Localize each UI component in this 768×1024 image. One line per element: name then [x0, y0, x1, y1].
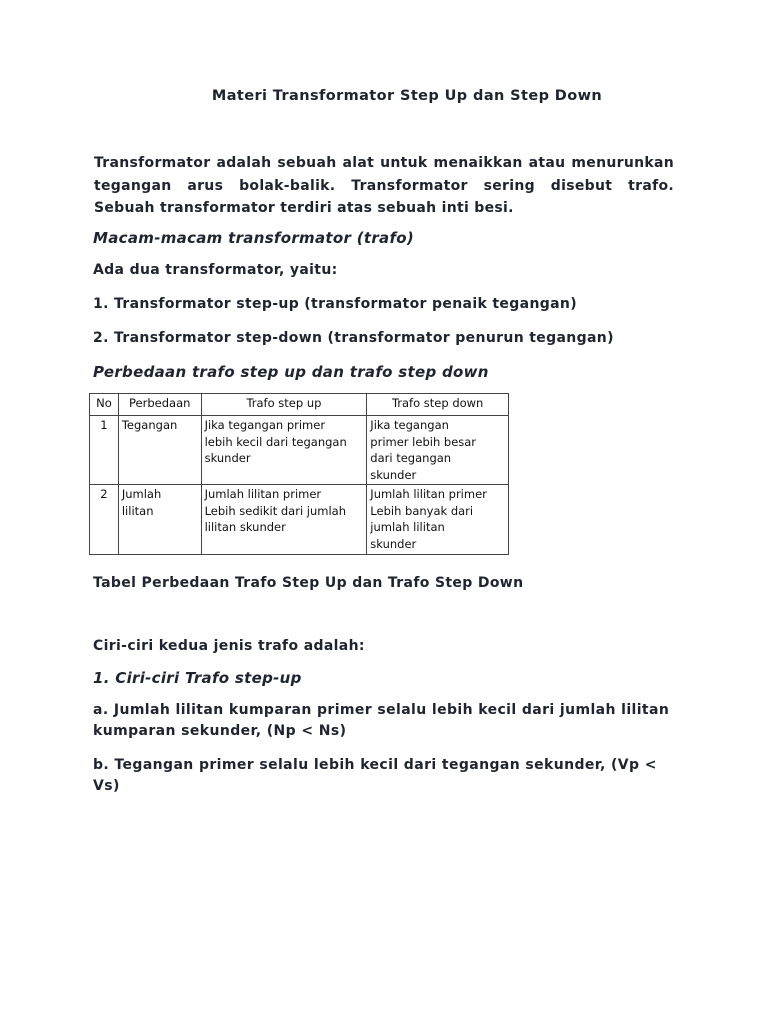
feature-point-a: a. Jumlah lilitan kumparan primer selalu lebih kecil dari jumlah lilitan kumparan sekunder, (Np < Ns)	[93, 702, 670, 739]
comparison-table	[89, 393, 509, 555]
features-lead: Ciri-ciri kedua jenis trafo adalah:	[93, 638, 365, 654]
types-item-2: 2. Transformator step-down (transformator penurun tegangan)	[93, 330, 614, 346]
cell-text: skunder	[370, 536, 417, 551]
document-title: Materi Transformator Step Up dan Step Down	[211, 88, 603, 104]
row-number: 2	[90, 485, 119, 555]
table-caption: Tabel Perbedaan Trafo Step Up dan Trafo Step Down	[93, 575, 524, 591]
cell-text: lilitan skunder	[204, 520, 286, 534]
table-header-row	[90, 394, 509, 416]
row-step-up	[201, 416, 367, 485]
cell-text: Jika tegangan	[370, 418, 449, 432]
feature-point-b: b. Tegangan primer selalu lebih kecil dari tegangan sekunder, (Vp < Vs)	[93, 757, 657, 794]
intro-paragraph: Transformator adalah sebuah alat untuk menaikkan atau menurunkan tegangan arus bolak-balik. Transformator sering disebut trafo. Sebuah transformator terdiri atas sebuah inti besi.	[94, 155, 674, 216]
cell-text: Lebih banyak dari	[370, 503, 474, 518]
types-item-1: 1. Transformator step-up (transformator penaik tegangan)	[93, 296, 577, 312]
cell-text: Jumlah lilitan primer	[204, 487, 322, 501]
cell-text: skunder	[370, 467, 417, 482]
table-row	[90, 485, 509, 555]
cell-text: Jumlah lilitan primer	[370, 487, 487, 501]
row-step-down	[367, 416, 509, 485]
cell-text: lebih kecil dari tegangan	[204, 434, 347, 449]
cell-text: Jika tegangan primer	[204, 418, 326, 432]
row-aspect	[118, 485, 201, 555]
cell-text: dari tegangan	[370, 451, 452, 465]
diff-heading: Perbedaan trafo step up dan trafo step down	[93, 363, 489, 381]
row-number: 1	[90, 416, 119, 485]
types-lead: Ada dua transformator, yaitu:	[93, 262, 338, 278]
header-step-up: Trafo step up	[201, 394, 367, 416]
table-row	[90, 416, 509, 485]
types-heading: Macam-macam transformator (trafo)	[93, 229, 415, 247]
row-step-down	[367, 485, 509, 555]
header-step-down: Trafo step down	[367, 394, 509, 416]
row-aspect	[118, 416, 201, 485]
cell-text: Lebih sedikit dari jumlah	[204, 503, 347, 518]
header-no: No	[90, 394, 119, 416]
cell-text: skunder	[204, 451, 251, 465]
cell-text: lilitan	[121, 503, 154, 518]
cell-text: Jumlah	[121, 487, 162, 501]
row-step-up	[201, 485, 367, 555]
cell-text: primer lebih besar	[370, 434, 477, 449]
header-perbedaan: Perbedaan	[118, 394, 201, 416]
cell-text: Tegangan	[121, 418, 178, 432]
cell-text: jumlah lilitan	[370, 520, 445, 534]
features-heading: 1. Ciri-ciri Trafo step-up	[93, 669, 302, 687]
